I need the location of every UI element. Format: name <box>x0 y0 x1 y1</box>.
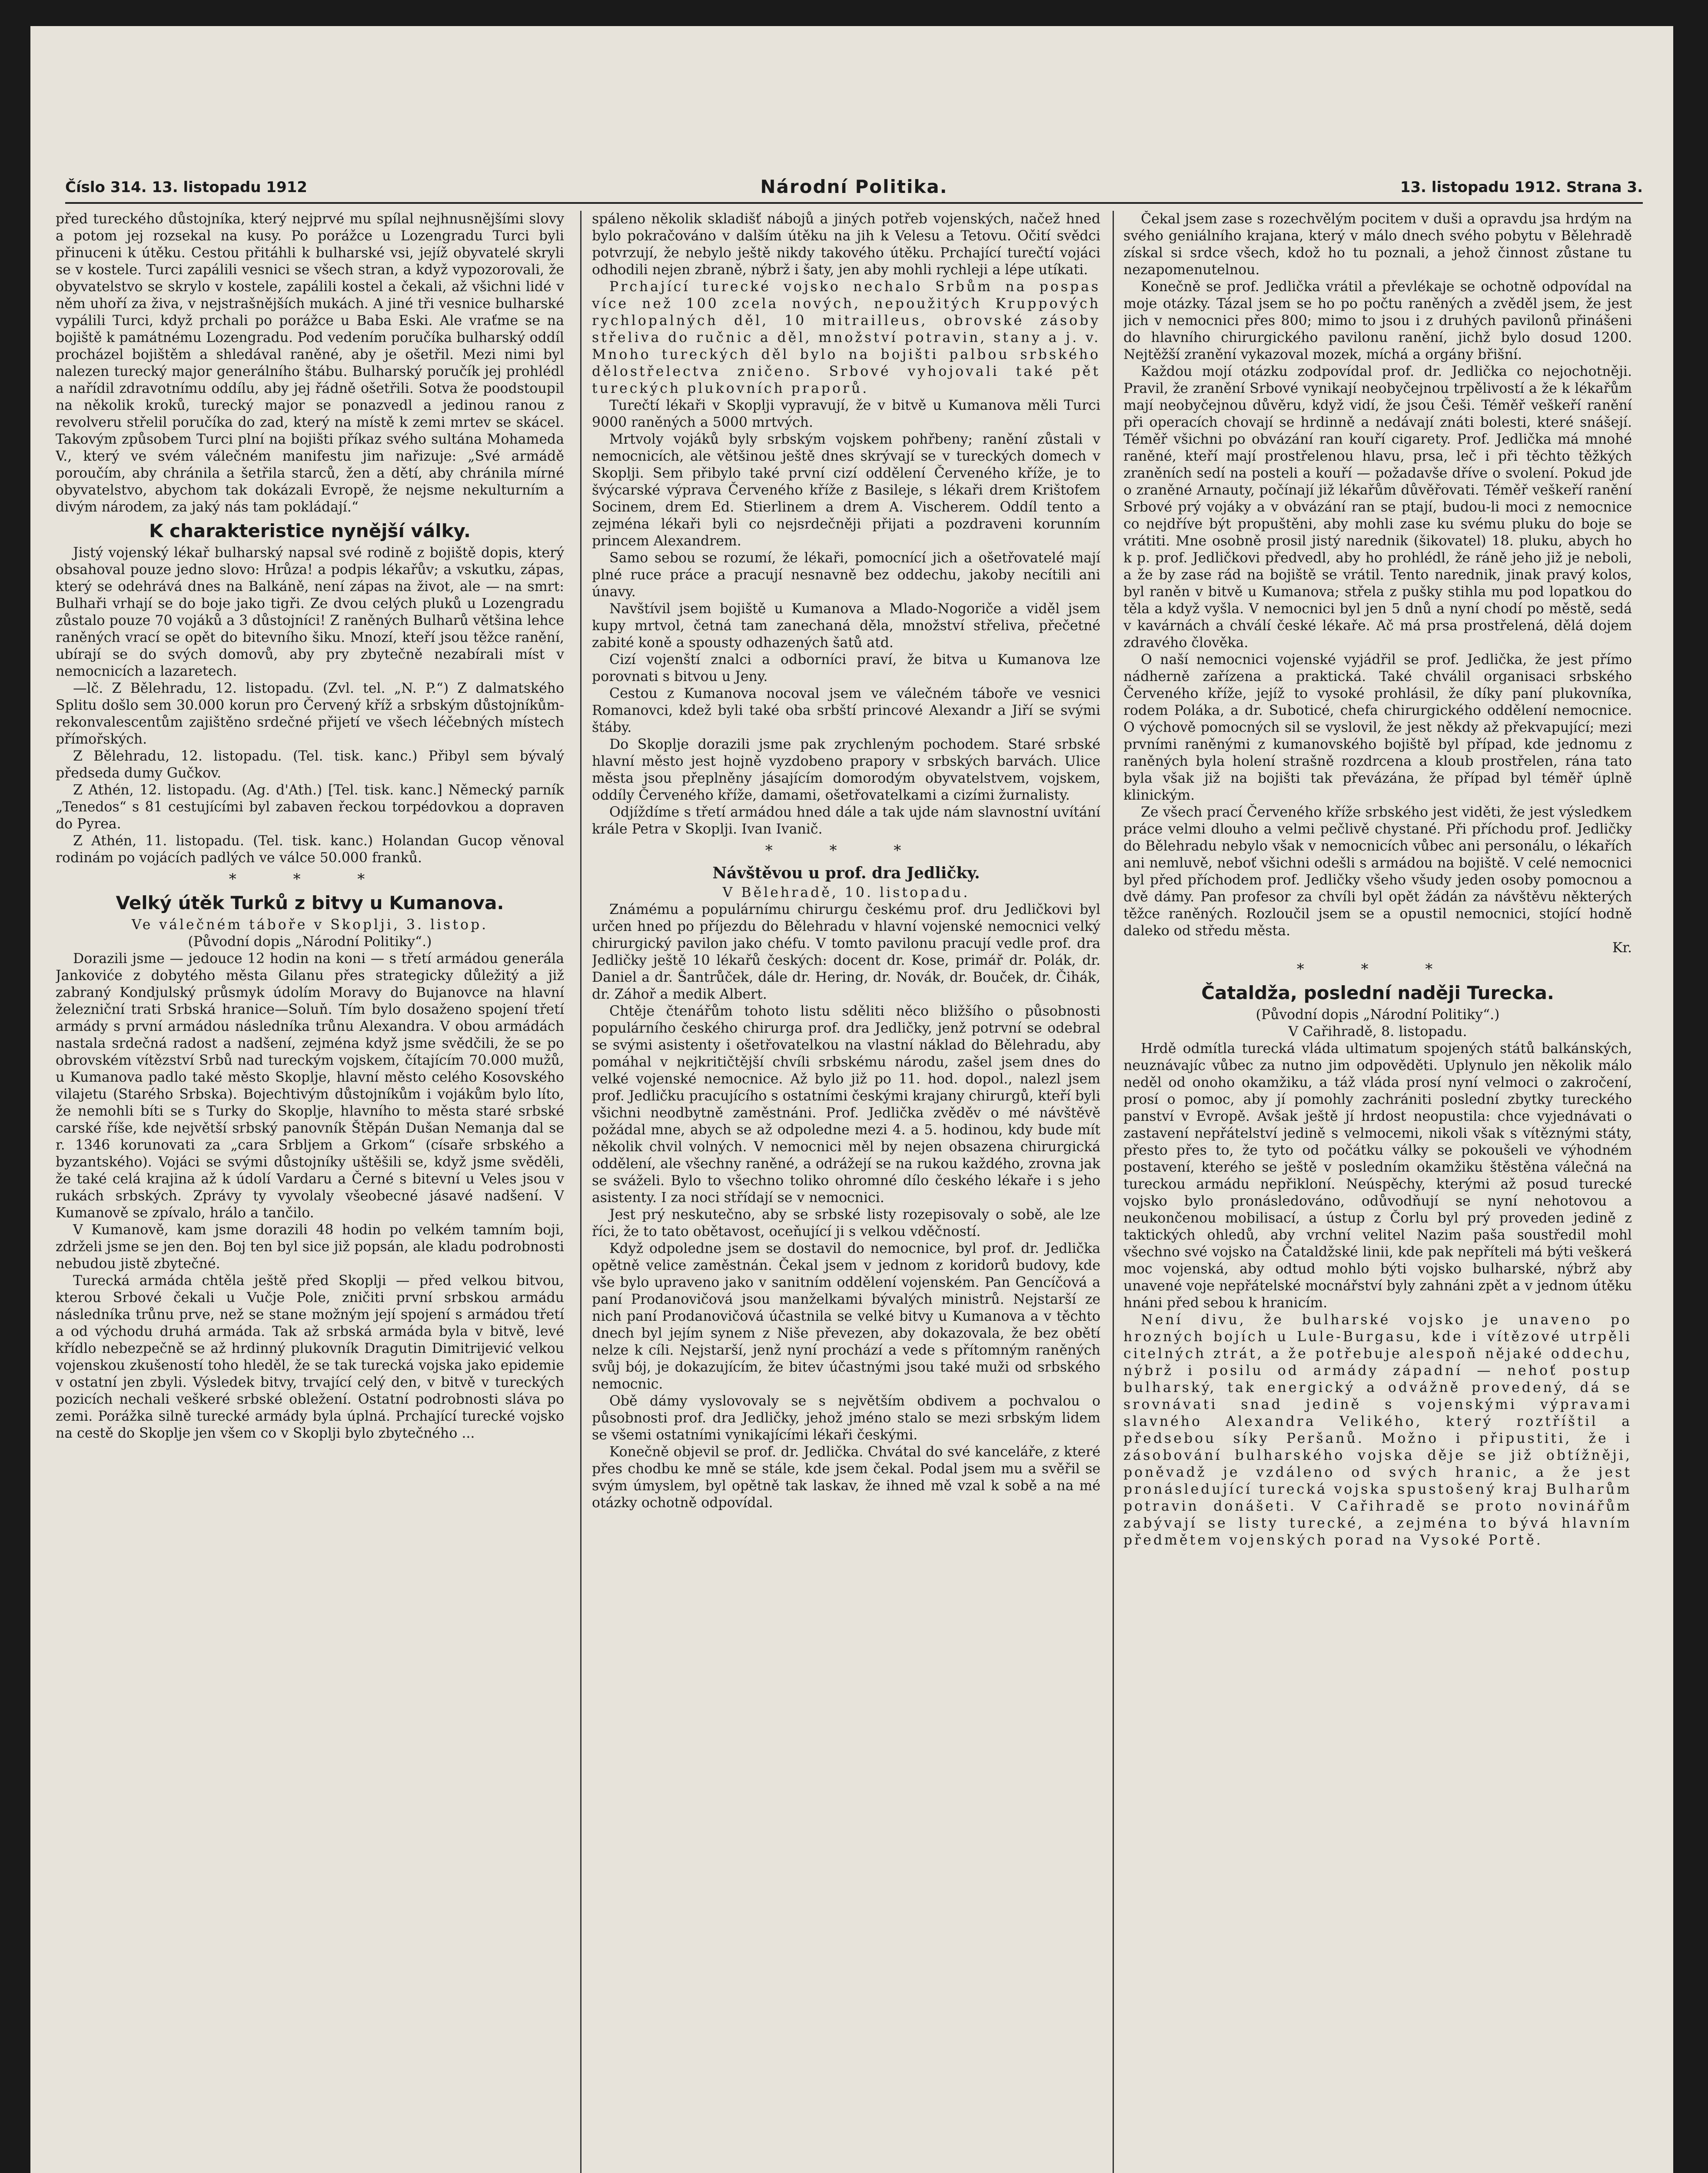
date-page-info: 13. listopadu 1912. Strana 3. <box>1400 179 1643 196</box>
column-1 <box>56 211 564 2173</box>
page-header <box>65 176 1643 204</box>
paragraph: Samo sebou se rozumí, že lékaři, pomocnící jich a ošetřovatelé mají plné ruce práce a pracují nesnavně bez oddechu, jakoby necítili ani únavy. <box>592 550 1100 600</box>
paragraph: Známému a populárnímu chirurgu českému prof. dru Jedličkovi byl určen hned po příjezdu do Bělehradu v hlavní vojenské nemocnici velký chirurgický pavilon jako chéfu. V tomto pavilonu pracují vedle prof. dra Jedličky ještě 10 lékařů českých: docent dr. Kose, primář dr. Polák, dr. Daniel a dr. Šantrůček, dále dr. Hering, dr. Novák, dr. Bouček, dr. Čihák, dr. Záhoř a medik Albert. <box>592 902 1100 1002</box>
dateline: V Cařihradě, 8. listopadu. <box>1288 1024 1467 1040</box>
section-separator: * * * <box>1296 960 1459 978</box>
news-item: Z Bělehradu, 12. listopadu. (Tel. tisk. kanc.) Přibyl sem bývalý předseda dumy Gučkov. <box>56 748 564 781</box>
paragraph: Dorazili jsme — jedouce 12 hodin na koni — s třetí armádou generála Jankoviće z dobytého města Gilanu přes strategicky důležitý a již zabraný Kondjulský průsmyk údolím Moravy do Bujanovce na hlavní železniční trati Srbská hranice—Soluň. Tím bylo dosaženo spojení třetí armády s první armádou následníka trůnu Alexandra. V obou armádách nastala srdečná radost a nadšení, zejména když jsme svědčili, že se po obrovském vítězství Srbů nad tureckým vojskem, čítajícím 70.000 mužů, u Kumanova padlo také město Skoplje, hlavní město celého Kosovského vilajetu (Starého Srbska). Bojechtivým důstojníkům i vojákům bylo líto, že nemohli bíti se s Turky do Skoplje, hlavního to města staré srbské carské říše, kde největší srbský panovník Štěpán Dušan Nemanja dal se r. 1346 korunovati za „cara Srbljem a Grkom“ (císaře srbského a byzantského). Vojáci se svými důstojníky uštěšili se, když jsme svěděli, že také celá krajina až k údolí Vardaru a Černé s bitevní u Veles jsou v rukách srbských. Zprávy ty vyvolaly všeobecné jásavé nadšení. V Kumanově se zpívalo, hrálo a tančilo. <box>56 951 564 1221</box>
paragraph: Hrdě odmítla turecká vláda ultimatum spojených států balkánských, neuznávajíc vůbec za nutno jim odpověděti. Uplynulo jen několik málo neděl od onoho okamžiku, a táž vláda prosí nyní velmoci o zakročení, prosí o pomoc, aby jí pomohly zachrániti poslední zbytky tureckého panství v Evropě. Avšak ještě jí hrdost neopustila: chce vyjednávati o zastavení nepřátelství jedině s velmocemi, nikoli však s vítěznými státy, přesto přes to, že tyto od počátku války se pokoušeli ve výhodném postavení, kterého se ještě v posledním okamžiku štěstěna válečná na tureckou armádu nepřikloní. Neúspěchy, kterými až posud turecké vojsko bylo pronásledováno, odůvodňují se nyní nehotovou a neukončenou mobilisací, a ústup z Čorlu byl prý proveden jedině z taktických ohledů, aby vrchní velitel Nazim paša soustředil mohl všechno své vojsko na Čataldžské linii, kde pak nepříteli má býti veškerá moc vojenská, aby odtud mohlo býti vojsko bulharské, nýbrž aby unavené voje nepřátelské mocnářství byly zahnáni zpět a v jednom útěku hnáni před sebou k hranicím. <box>1123 1041 1632 1311</box>
paragraph: Turečtí lékaři v Skoplji vypravují, že v bitvě u Kumanova měli Turci 9000 raněných a 5000 mrtvých. <box>592 398 1100 430</box>
paragraph: O naší nemocnici vojenské vyjádřil se prof. Jedlička, že jest přímo nádherně zařízena a praktická. Také chválil organisaci srbského Červeného kříže, jejíž to vysoké prohlásil, že díky paní plukovníka, rodem Poláka, a dr. Suboticé, chefa chirurgického oddělení nemocnice. O výchově pomocných sil se vyslovil, že jest někdy až překvapující; mezi prvními raněnými z kumanovského bojiště byl případ, kde jednomu z raněných byla holení strašně rozdrcena a kloub prostřelen, rána tato byla však již na bojišti tak převázána, že případ byl téměř úplně klinickým. <box>1123 652 1632 803</box>
news-item: Z Athén, 11. listopadu. (Tel. tisk. kanc.) Holandan Gucop věnoval rodinám po vojácích padlých ve válce 50.000 franků. <box>56 833 564 866</box>
paragraph: Konečně objevil se prof. dr. Jedlička. Chvátal do své kanceláře, z které přes chodbu ke mně se stále, kde jsem čekal. Podal jsem mu a svěřil se svým úmyslem, byl opětně tak laskav, že ihned mě vzal k sobě a na mé otázky ochotně odpovídal. <box>592 1444 1100 1511</box>
author-signature: Kr. <box>1612 940 1632 956</box>
article-heading: Čataldža, poslední naději Turecka. <box>1201 982 1554 1003</box>
paragraph: Ze všech prací Červeného kříže srbského jest viděti, že jest výsledkem práce velmi dlouho a velmi pečlivě chystané. Při příchodu prof. Jedličky do Bělehradu nebylo však v nemocnicích vůbec ani personálu, o lékařích ani nemluvě, neboť všichni odešli s armádou na bojiště. V celé nemocnici byl před příchodem prof. Jedličky všeho všudy jeden osoby pomocnou a dvě dámy. Pan profesor za chvíli byl opět žádán za návštěvu některých těžce raněných. Rozloučil jsem se a opustil nemocnici, stojící hodně daleko od středu města. <box>1123 804 1632 939</box>
masthead: Národní Politika. <box>760 176 948 197</box>
paragraph: V Kumanově, kam jsme dorazili 48 hodin po velkém tamním boji, zdrželi jsme se jen den. Boj ten byl sice již popsán, ale kladu podrobnosti nebudou jistě zbytečné. <box>56 1222 564 1272</box>
paragraph: Cestou z Kumanova nocoval jsem ve válečném táboře ve vesnici Romanovci, kdež byli také oba srbští princové Alexandr a Jiří se svými štáby. <box>592 686 1100 735</box>
news-item: Z Athén, 12. listopadu. (Ag. d'Ath.) [Tel. tisk. kanc.] Německý parník „Tenedos“ s 81 cestujícími byl zabaven řeckou torpédovkou a dopraven do Pyrea. <box>56 782 564 832</box>
paragraph: Jistý vojenský lékař bulharský napsal své rodině z bojiště dopis, který obsahoval pouze jedno slovo: Hrůza! a podpis lékařův; a vskutku, zápas, který se odehrává dnes na Balkáně, není zápas na život, ale — na smrt: Bulhaři vrhají se do boje jako tigři. Ze dvou celých pluků u Lozengradu zůstalo pouze 70 vojáků a 3 důstojníci! Z raněných Bulharů většina lehce raněných vrací se opět do bitevního šiku. Mnozí, kteří jsou těžce ranění, ubírají se do svých domovů, aby pry zbytečně nezabírali míst v nemocnicích a lazaretech. <box>56 545 564 679</box>
paragraph: Konečně se prof. Jedlička vrátil a převlékaje se ochotně odpovídal na moje otázky. Tázal jsem se ho po počtu raněných a zvěděl jsem, že jest jich v nemocnici přes 800; mimo to jsou i z druhých pavilonů přinášeni do hlavního chirurgického pavilonu ranění, jichž bylo dosud 1200. Nejtěžší zranění vykazoval mozek, míchá a orgány břišní. <box>1123 279 1632 362</box>
paragraph: před tureckého důstojníka, který nejprvé mu spílal nejhnusnějšími slovy a potom jej rozsekal na kusy. Po porážce u Lozengradu Turci byli přinuceni k útěku. Cestou přitáhli k bulharské vsi, jejíž obyvatelé skryli se v kostele. Turci zapálili vesnici se všech stran, a když vypozorovali, že obyvatelstvo se skrylo v kostele, zapálili kostel a čekali, až všichni lidé v něm uhoří za živa, v nejstrašnějších mukách. A jiné tři vesnice bulharské vypálili Turci, když prchali po porážce u Baba Eski. Ale vraťme se na bojiště k památnému Lozengradu. Pod vedením poručíka bulharský oddíl procházel bojištěm a shledával raněné, aby je ošetřil. Mezi nimi byl nalezen turecký major generálního štábu. Bulharský poručík jej prohlédl a nařídil zdravotnímu oddílu, aby jej řádně ošetřili. Sotva že poodstoupil na několik kroků, turecký major se ponazvedl a jedinou ranou z revolveru střelil poručíka do zad, který na místě k zemi mrtev se skácel. Takovým způsobem Turci plní na bojišti příkaz svého sultána Mohameda V., který ve svém válečném manifestu jim nařizuje: „Své armádě poroučím, aby chránila a šetřila starců, žen a dětí, aby chránila mírné obyvatelstvo, abychom tak dokázali Evropě, že nejsme nekulturním a divým národem, za jaký nás tam pokládají.“ <box>56 211 564 515</box>
column-2 <box>592 211 1100 2173</box>
dateline: Ve válečném táboře v Skoplji, 3. listop. <box>131 917 488 933</box>
article-heading: K charakteristice nynější války. <box>149 520 471 542</box>
byline: (Původní dopis „Národní Politiky“.) <box>1256 1007 1500 1023</box>
paragraph: Každou mojí otázku zodpovídal prof. dr. Jedlička co nejochotněji. Pravil, že zranění Srbové vynikají neobyčejnou trpělivostí a že k lékařům mají neobyčejnou důvěru, když vidí, že jsou Češi. Téměř veškeří ranění při operacích chovají se hrdinně a nedávají znáti bolesti, které snášejí. Téměř všichni po obvázání ran kouří cigarety. Prof. Jedlička má mnohé raněné, kteří mají prostřelenou hlavu, prsa, leč i při těchto těžkých zraněních sedí na posteli a kouří — požadavše dříve o svolení. Pokud jde o zraněné Arnauty, počínají již lékařům důvěřovati. Téměř veškeří ranění Srbové prý vojáky a v obvázání ran se ptají, budou-li moci z nemocnice co nejdříve být propuštěni, aby mohli zase ku svému pluku do boje se vrátiti. Mne osobně prosil jistý narednik (šikovatel) 18. pluku, abych ho k p. prof. Jedličkovi předvedl, aby ho prohlédl, že ráně jeho již je neboli, a že by zase rád na bojiště se vrátil. Tento narednik, jinak pravý kolos, byl raněn v bitvě u Kumanova; střela z pušky stihla mu pod lopatkou do těla a když vyšla. V nemocnici byl jen 5 dnů a nyní chodí po městě, sedá v kavárnách a chválí české lékaře. Ač má prsa prostřelená, dělá dojem zdravého člověka. <box>1123 364 1632 651</box>
paragraph: Do Skoplje dorazili jsme pak zrychleným pochodem. Staré srbské hlavní město jest hojně vyzdobeno prapory v srbských barvách. Ulice města jsou přeplněny jásajícím domorodým obyvatelstvem, vojskem, oddíly Červeného kříže, damami, ošetřovatelkami a cizími žurnalisty. <box>592 737 1100 803</box>
paragraph: Není divu, že bulharské vojsko je unaveno po hrozných bojích u Lule-Burgasu, kde i vítězové utrpěli citelných ztrát, a že potřebuje alespoň nějaké oddechu, nýbrž i posilu od armády západní — nehoť postup bulharský, tak energický a odvážně provedený, dá se srovnávati snad jedině s vojenskými výpravami slavného Alexandra Velikého, který roztříštil a předsebou síky Peršanů. Možno i připustiti, že i zásobování bulharského vojska děje se již obtížněji, poněvadž je vzdáleno od svých hranic, a že jest pronásledující turecká vojska spustošený kraj Bulharům potravin donášeti. V Cařihradě se proto novinářům zabývají se listy turecké, a zejména to bývá hlavním předmětem vojenských porad na Vysoké Portě. <box>1123 1312 1632 1548</box>
paragraph: Cizí vojenští znalci a odborníci praví, že bitva u Kumanova lze porovnati s bitvou u Jeny. <box>592 652 1100 684</box>
news-item: —lč. Z Bělehradu, 12. listopadu. (Zvl. tel. „N. P.“) Z dalmatského Splitu došlo sem 30.000 korun pro Červený kříž a srbským důstojníkům-rekonvalescentům zajištěno srdečné přijetí ve všech léčebných místech přímořských. <box>56 681 564 747</box>
article-heading: Návštěvou u prof. dra Jedličky. <box>712 864 980 882</box>
paragraph: spáleno několik skladišť nábojů a jiných potřeb vojenských, načež hned bylo pokračováno v dalším útěku na jih k Velesu a Tetovu. Očití svědci potvrzují, že nebylo ještě nikdy takového útěku. Prchající turečtí vojáci odhodili nejen zbraně, nýbrž i šaty, jen aby mohli rychleji a lépe utíkati. <box>592 211 1100 278</box>
paragraph: Čekal jsem zase s rozechvělým pocitem v duši a opravdu jsa hrdým na svého geniálního krajana, který v málo dnech svého pobytu v Bělehradě získal si srdce všech, kdož ho tu poznali, a jehož činnost zůstane tu nezapomenutelnou. <box>1123 211 1632 278</box>
dateline: V Bělehradě, 10. listopadu. <box>722 885 970 900</box>
paragraph: Mrtvoly vojáků byly srbským vojskem pohřbeny; ranění zůstali v nemocnicích, ale většinou ještě dnes skrývají se v tureckých domech v Skoplji. Sem přibylo také první cizí oddělení Červeného kříže, je to švýcarské výprava Červeného kříže z Basileje, s lékaři drem Krištofem Socinem, drem Ed. Stierlinem a drem A. Vischerem. Oddíl tento a zejména lékaři byli co nejsrdečněji přijati a pozdraveni korunním princem Alexandrem. <box>592 432 1100 549</box>
paragraph: Jest prý neskutečno, aby se srbské listy rozepisovaly o sobě, ale lze říci, že to tato obětavost, oceňující ji s velkou vděčností. <box>592 1207 1100 1239</box>
paragraph: Prchající turecké vojsko nechalo Srbům na pospas více než 100 zcela nových, nepoužitých Kruppových rychlopalných děl, 10 mitrailleus, obrovské zásoby střeliva do ručnic a děl, množství potravin, stany a j. v. Mnoho tureckých děl bylo na bojišti palbou srbského dělostřelectva zničeno. Srbové vyhojovali také pět tureckých plukovních praporů. <box>592 279 1100 396</box>
paragraph: Navštívil jsem bojiště u Kumanova a Mlado-Nogoriče a viděl jsem kupy mrtvol, četná tam zanechaná děla, množství střeliva, přečetné zabité koně a spousty odhazených šatů atd. <box>592 601 1100 651</box>
column-3 <box>1123 211 1632 2173</box>
article-heading: Velký útěk Turků z bitvy u Kumanova. <box>116 892 504 914</box>
paragraph: Chtěje čtenářům tohoto listu sděliti něco bližšího o působnosti populárního českého chirurga prof. dra Jedličky, jenž potrvní se odebral se svými asistenty i ošetřovatelkou na vlastní náklad do Bělehradu, aby pomáhal v nejkritičtější chvíli srbskému národu, zašel jsem dnes do velké vojenské nemocnice. Až bylo již po 11. hod. dopol., nalezl jsem prof. Jedličku pracujícího s ostatními českými krajany chirurgů, kteří byli všichni neodbytně zaměstnáni. Prof. Jedlička zvěděv o mé návštěvě požádal mne, abych se až odpoledne mezi 4. a 5. hodinou, kdy bude mít několik chvil volných. V nemocnici měl by nejen obsazena chirurgická oddělení, ale všechny raněné, a odrážejí se na rukou každého, zrovna jak se sváželi. Bylo to všechno toliko ohromné dílo českého lékaře i s jeho asistenty. I za noci střídají se v nemocnici. <box>592 1003 1100 1206</box>
paragraph: Odjíždíme s třetí armádou hned dále a tak ujde nám slavnostní uvítání krále Petra v Skoplji. Ivan Ivanič. <box>592 804 1100 837</box>
section-separator: * * * <box>765 842 927 859</box>
section-separator: * * * <box>229 871 391 888</box>
paragraph: Turecká armáda chtěla ještě před Skoplji — před velkou bitvou, kterou Srbové čekali u Vučje Pole, zničiti první srbskou armádu následníka trůnu prve, než se stane možným její spojení s armádou třetí a od východu druhá armáda. Tak až srbská armáda byla v bitvě, levé křídlo nebezpečně se až hrdinný plukovník Dragutin Dimitrijević velkou vojenskou zkušeností toho hleděl, že se tak turecká vojska jako epidemie v ostatní jen zbyli. Výsledek bitvy, trvající celý den, v bitvě v tureckých pozicích nechali veškeré srbské obležení. Ostatní podrobnosti sláva po zemi. Porážka silně turecké armády byla úplná. Prchající turecké vojsko na cestě do Skoplje jen všem co v Skoplji bylo zbytečného ... <box>56 1273 564 1441</box>
column-divider <box>1113 211 1114 2173</box>
paragraph: Obě dámy vyslovovaly se s největším obdivem a pochvalou o působnosti prof. dra Jedličky, jehož jméno stalo se mezi srbským lidem se všemi ostatními vynikajícími lékaři českými. <box>592 1393 1100 1443</box>
issue-info: Číslo 314. 13. listopadu 1912 <box>65 179 307 196</box>
byline: (Původní dopis „Národní Politiky“.) <box>188 934 432 950</box>
paragraph: Když odpoledne jsem se dostavil do nemocnice, byl prof. dr. Jedlička opětně velice zaměstnán. Čekal jsem v jednom z koridorů budovy, kde vše bylo upraveno jako v sanitním oddělení vojenském. Pan Gencíčová a paní Prodanovičová jsou manželkami bývalých ministrů. Nejstarší ze nich paní Prodanovičová účastnila se velké bitvy u Kumanova a v těchto dnech byl jejím synem z Niše převezen, aby dokazovala, že bez obětí nelze k cíli. Nejstarší, jenž nyní prochází a vede s přítomným raněných svůj bój, je dokazujícím, že bitev účastnými jsou také muži od srbského nemocnic. <box>592 1241 1100 1392</box>
column-divider <box>580 211 582 2173</box>
